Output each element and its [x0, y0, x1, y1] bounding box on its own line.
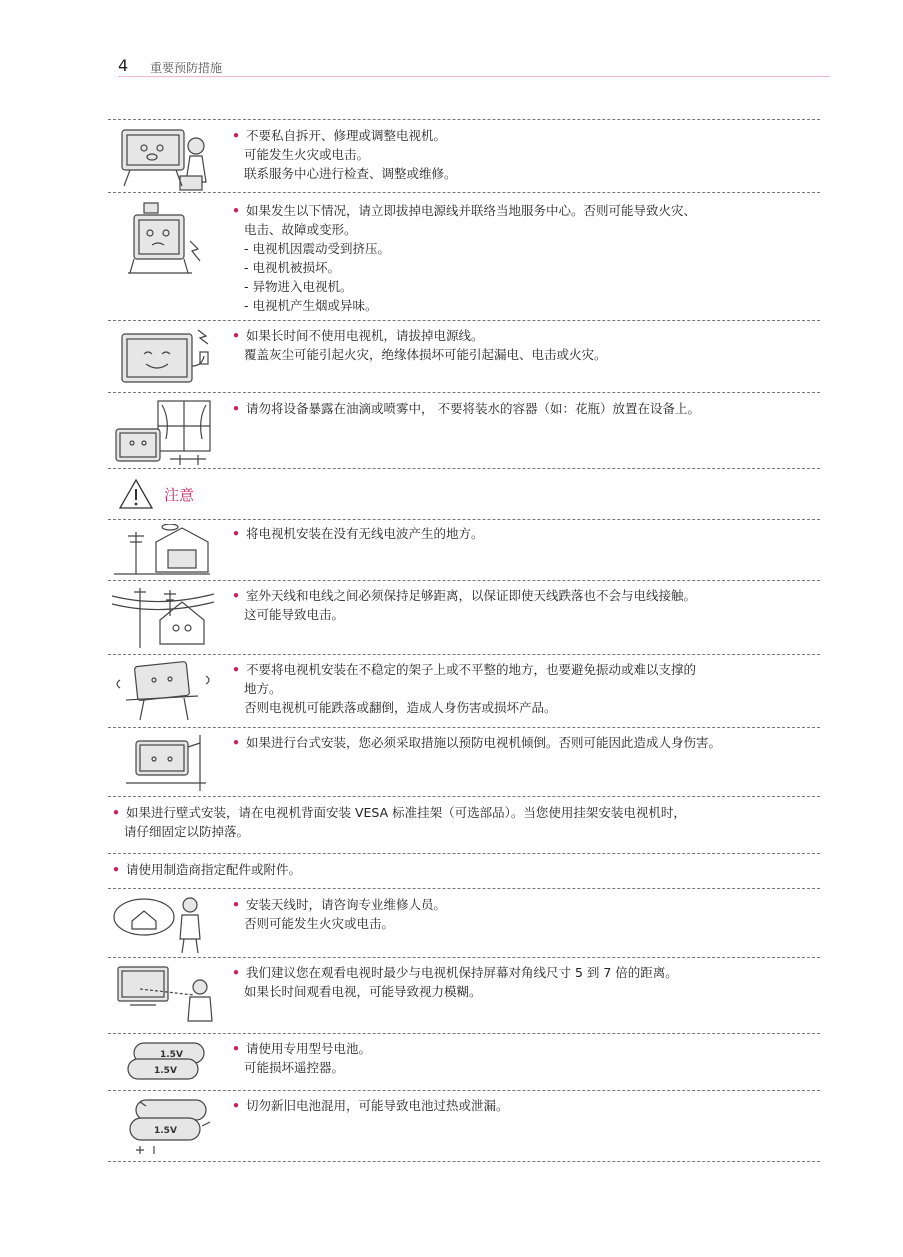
divider: [108, 119, 820, 120]
item-line: 如果长时间观看电视，可能导致视力模糊。: [244, 984, 482, 999]
divider: [108, 580, 820, 581]
item-text: [232, 326, 812, 364]
item-text: [232, 201, 812, 315]
page-header: [118, 56, 830, 78]
item-line: 电击、故障或变形。: [244, 222, 357, 237]
header-divider: [118, 76, 830, 77]
item-line: 安装天线时，请咨询专业维修人员。: [246, 897, 447, 912]
item-line: - 电视机被损坏。: [244, 260, 340, 275]
item-line: 将电视机安装在没有无线电波产生的地方。: [246, 526, 484, 541]
item-line: 请使用专用型号电池。: [246, 1041, 372, 1056]
battery-voltage-label: 1.5V: [154, 1066, 177, 1076]
item-line: 切勿新旧电池混用，可能导致电池过热或泄漏。: [246, 1098, 509, 1113]
viewing-distance-illustration: [110, 963, 216, 1027]
item-line: 请使用制造商指定配件或附件。: [126, 862, 302, 877]
item-line: 覆盖灰尘可能引起火灾，绝缘体损坏可能引起漏电、电击或火灾。: [244, 347, 607, 362]
item-text: [112, 860, 812, 879]
item-line: 否则电视机可能跌落或翻倒，造成人身伤害或损坏产品。: [244, 700, 557, 715]
tv-unplugged-illustration: [110, 326, 216, 390]
divider: [108, 519, 820, 520]
item-text: [232, 399, 812, 418]
divider: [108, 392, 820, 393]
item-line: 不要将电视机安装在不稳定的架子上或不平整的地方，也要避免振动或难以支撑的: [246, 662, 697, 677]
tv-unstable-stand-illustration: [110, 660, 216, 724]
item-text: [232, 895, 812, 933]
battery-illustration: [110, 1039, 216, 1087]
item-line: 如果发生以下情况，请立即拔掉电源线并联络当地服务中心。否则可能导致火灾、: [246, 203, 697, 218]
item-text: [232, 524, 812, 543]
battery-mixed-illustration: [110, 1096, 216, 1156]
section-title: 重要预防措施: [150, 61, 223, 75]
item-text: [112, 803, 812, 841]
warning-triangle-icon: [118, 478, 154, 510]
item-line: 否则可能发生火灾或电击。: [244, 916, 395, 931]
divider: [108, 1161, 820, 1162]
bullet-icon: •: [232, 897, 240, 912]
item-line: 地方。: [244, 681, 282, 696]
bullet-icon: •: [112, 805, 120, 820]
item-line: 请勿将设备暴露在油滴或喷雾中， 不要将装水的容器（如：花瓶）放置在设备上。: [246, 401, 700, 416]
item-line: 室外天线和电线之间必须保持足够距离，以保证即使天线跌落也不会与电线接触。: [246, 588, 697, 603]
item-line: - 电视机因震动受到挤压。: [244, 241, 390, 256]
item-text: [232, 126, 812, 183]
antenna-power-line-illustration: [110, 586, 216, 650]
divider: [108, 1033, 820, 1034]
bullet-icon: •: [232, 203, 240, 218]
divider: [108, 1090, 820, 1091]
bullet-icon: •: [232, 526, 240, 541]
tv-disassembly-illustration: [110, 126, 216, 198]
tv-near-window-illustration: [110, 399, 216, 469]
bullet-icon: •: [232, 401, 240, 416]
divider: [108, 727, 820, 728]
bullet-icon: •: [112, 862, 120, 877]
tv-wireless-house-illustration: [110, 524, 216, 580]
item-line: 不要私自拆开、修理或调整电视机。: [246, 128, 447, 143]
item-line: 如果长时间不使用电视机，请拔掉电源线。: [246, 328, 484, 343]
item-line: 如果进行壁式安装，请在电视机背面安装 VESA 标准挂架（可选部品）。当您使用挂架安装电视机时，: [126, 805, 686, 820]
item-text: [232, 1039, 812, 1077]
item-line: 可能损坏遥控器。: [244, 1060, 345, 1075]
item-line: 这可能导致电击。: [244, 607, 345, 622]
divider: [108, 853, 820, 854]
tv-tabletop-illustration: [110, 733, 216, 793]
item-line: - 异物进入电视机。: [244, 279, 353, 294]
item-text: [232, 660, 812, 717]
divider: [108, 796, 820, 797]
page-number: 4: [118, 56, 129, 75]
item-text: [232, 586, 812, 624]
item-line: 联系服务中心进行检查、调整或维修。: [244, 166, 457, 181]
divider: [108, 957, 820, 958]
caution-title: 注意: [164, 486, 195, 504]
bullet-icon: •: [232, 1098, 240, 1113]
bullet-icon: •: [232, 328, 240, 343]
item-line: - 电视机产生烟或异味。: [244, 298, 378, 313]
antenna-installer-illustration: [110, 895, 216, 955]
tv-damaged-illustration: [110, 201, 216, 281]
bullet-icon: •: [232, 735, 240, 750]
divider: [108, 888, 820, 889]
item-line: 可能发生火灾或电击。: [244, 147, 370, 162]
divider: [108, 320, 820, 321]
bullet-icon: •: [232, 662, 240, 677]
item-text: [232, 963, 812, 1001]
item-line: 我们建议您在观看电视时最少与电视机保持屏幕对角线尺寸 5 到 7 倍的距离。: [246, 965, 678, 980]
bullet-icon: •: [232, 588, 240, 603]
item-text: [232, 1096, 812, 1115]
divider: [108, 654, 820, 655]
bullet-icon: •: [232, 965, 240, 980]
battery-voltage-label: 1.5V: [154, 1126, 177, 1136]
battery-voltage-label: 1.5V: [160, 1050, 183, 1060]
item-line: 请仔细固定以防掉落。: [124, 824, 250, 839]
bullet-icon: •: [232, 128, 240, 143]
bullet-icon: •: [232, 1041, 240, 1056]
item-line: 如果进行台式安装，您必须采取措施以预防电视机倾倒。否则可能因此造成人身伤害。: [246, 735, 722, 750]
item-text: [232, 733, 812, 752]
